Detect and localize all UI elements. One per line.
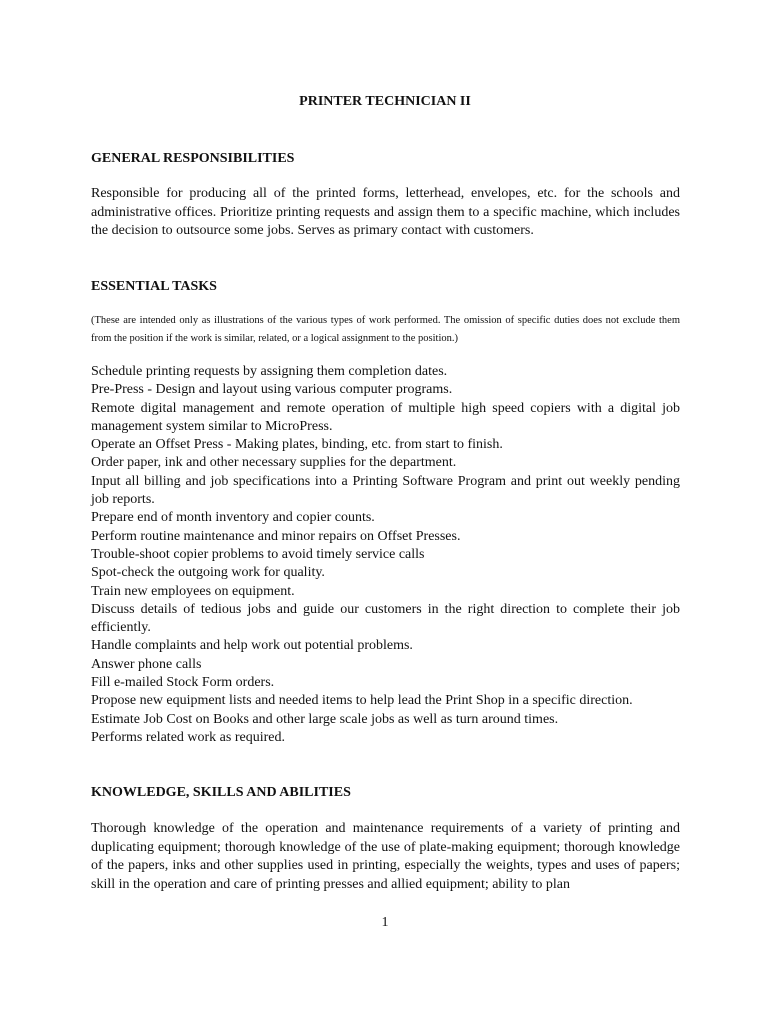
task-item: Estimate Job Cost on Books and other large scale jobs as well as turn around times.	[91, 711, 559, 727]
task-item: Perform routine maintenance and minor repairs on Offset Presses.	[91, 528, 461, 544]
task-item: Trouble-shoot copier problems to avoid timely service calls	[91, 546, 425, 562]
task-item: Propose new equipment lists and needed items to help lead the Print Shop in a specific direction.	[91, 693, 633, 709]
essential-tasks-heading: ESSENTIAL TASKS	[91, 279, 217, 294]
document-title: PRINTER TECHNICIAN II	[299, 94, 471, 109]
essential-tasks-note: (These are intended only as illustrations of the various types of work performed. The omission of specific duties does not exclude them from the position if the work is similar, related, or a logical assignment to the position.)	[91, 315, 680, 344]
task-item: Input all billing and job specifications into a Printing Software Program and print out weekly pending job reports.	[91, 473, 680, 508]
essential-tasks-list	[91, 363, 680, 747]
task-item: Prepare end of month inventory and copier counts.	[91, 510, 375, 526]
task-item: Remote digital management and remote operation of multiple high speed copiers with a digital job management system similar to MicroPress.	[91, 400, 680, 434]
task-item: Pre-Press - Design and layout using various computer programs.	[91, 382, 453, 398]
task-item: Operate an Offset Press - Making plates, binding, etc. from start to finish.	[91, 437, 503, 453]
task-item: Handle complaints and help work out potential problems.	[91, 638, 413, 654]
task-item: Fill e-mailed Stock Form orders.	[91, 675, 275, 691]
task-item: Schedule printing requests by assigning them completion dates.	[91, 364, 448, 379]
general-responsibilities-text: Responsible for producing all of the printed forms, letterhead, envelopes, etc. for the schools and administrative offices. Prioritize printing requests and assign them to a specific machine, which includes the decision to outsource some jobs. Serves as primary contact with customers.	[91, 186, 680, 238]
task-item: Answer phone calls	[91, 656, 202, 672]
page-number: 1	[381, 915, 389, 930]
general-responsibilities-heading: GENERAL RESPONSIBILITIES	[91, 151, 295, 166]
ksa-heading: KNOWLEDGE, SKILLS AND ABILITIES	[91, 785, 351, 800]
task-item: Spot-check the outgoing work for quality.	[91, 565, 325, 581]
task-item: Order paper, ink and other necessary supplies for the department.	[91, 455, 457, 471]
task-item: Performs related work as required.	[91, 729, 285, 745]
task-item: Train new employees on equipment.	[91, 583, 295, 599]
task-item: Discuss details of tedious jobs and guide our customers in the right direction to complete their job efficiently.	[91, 601, 680, 636]
ksa-text: Thorough knowledge of the operation and maintenance requirements of a variety of printing and duplicating equipment; thorough knowledge of the use of plate-making equipment; thorough knowledge of the papers, inks and other supplies used in printing, especially the weights, types and uses of papers; skill in the operation and care of printing presses and allied equipment; ability to plan	[91, 821, 680, 892]
